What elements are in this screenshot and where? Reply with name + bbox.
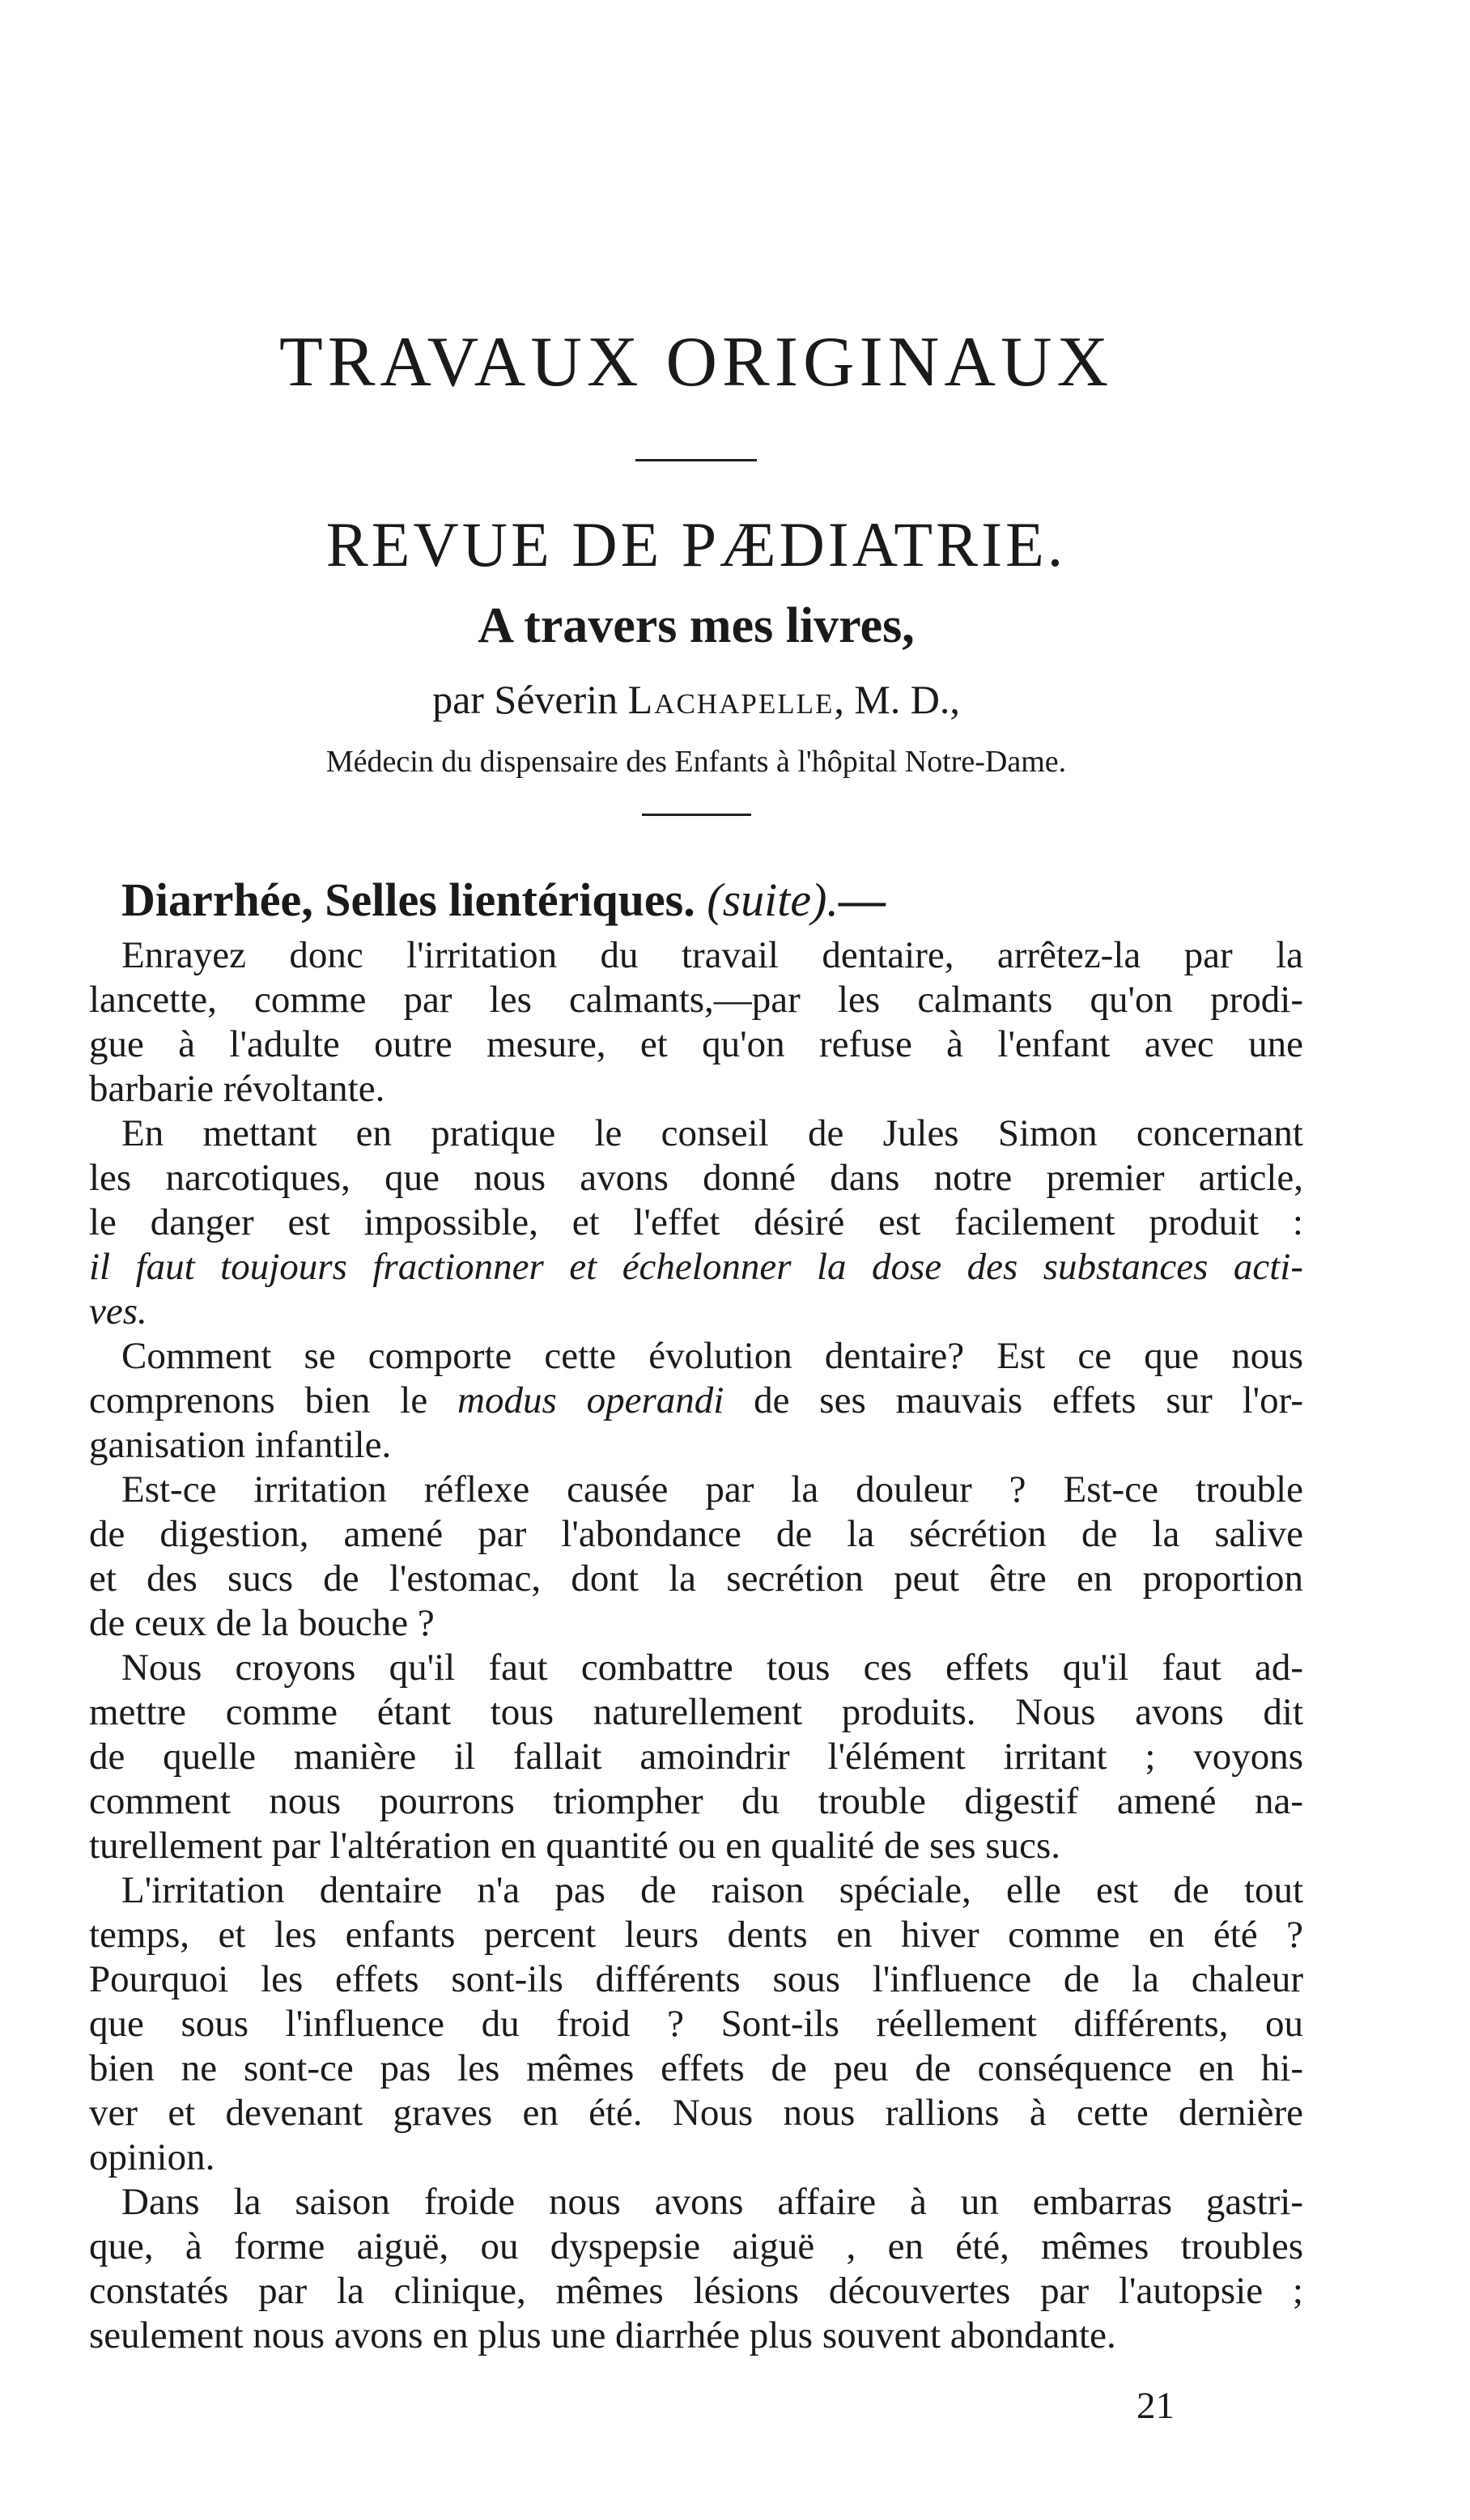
text-line: Est-ce irritation réflexe causée par la douleur ? Est-ce trouble bbox=[121, 1468, 1303, 1511]
text-line: mettre comme étant tous naturellement produits. Nous avons dit bbox=[89, 1690, 1303, 1733]
byline-prefix: par Séverin bbox=[432, 676, 628, 722]
text-line: En mettant en pratique le conseil de Jules Simon concernant bbox=[121, 1111, 1303, 1154]
byline-suffix: , M. D., bbox=[834, 676, 960, 722]
text-line: barbarie révoltante. bbox=[89, 1067, 385, 1110]
text-line: temps, et les enfants percent leurs dents en hiver comme en été ? bbox=[89, 1913, 1303, 1956]
heading-suite: (suite). bbox=[707, 873, 839, 926]
line-fragment: de ses mauvais effets sur l'or- bbox=[724, 1379, 1303, 1421]
article-body bbox=[89, 933, 1303, 2358]
text-line: de ceux de la bouche ? bbox=[89, 1601, 435, 1644]
text-line: opinion. bbox=[89, 2135, 215, 2178]
paragraph bbox=[89, 1468, 1303, 1646]
text-line: ver et devenant graves en été. Nous nous rallions à cette dernière bbox=[89, 2091, 1303, 2134]
text-line: le danger est impossible, et l'effet désiré est facilement produit : bbox=[89, 1201, 1303, 1243]
text-line: Enrayez donc l'irritation du travail dentaire, arrêtez-la par la bbox=[121, 933, 1303, 976]
text-line: de quelle manière il fallait amoindrir l'élément irritant ; voyons bbox=[89, 1735, 1303, 1778]
text-line: Dans la saison froide nous avons affaire à un embarras gastri- bbox=[121, 2180, 1303, 2223]
text-line: L'irritation dentaire n'a pas de raison spéciale, elle est de tout bbox=[121, 1868, 1303, 1911]
text-line: et des sucs de l'estomac, dont la secrétion peut être en proportion bbox=[89, 1557, 1303, 1600]
paragraph bbox=[89, 1868, 1303, 2180]
paragraph bbox=[89, 2180, 1303, 2358]
document-page bbox=[89, 324, 1303, 2358]
section-heading bbox=[121, 873, 1303, 927]
paragraph bbox=[89, 1111, 1303, 1334]
text-line: turellement par l'altération en quantité ou en qualité de ses sucs. bbox=[89, 1824, 1061, 1867]
author-name: Lachapelle bbox=[627, 676, 835, 722]
paragraph bbox=[89, 933, 1303, 1111]
section-title: TRAVAUX ORIGINAUX bbox=[278, 323, 1114, 402]
text-line: ganisation infantile. bbox=[89, 1423, 392, 1466]
text-line: il faut toujours fractionner et échelonner la dose des substances acti- bbox=[89, 1245, 1303, 1288]
text-line: les narcotiques, que nous avons donné dans notre premier article, bbox=[89, 1156, 1303, 1199]
text-line: lancette, comme par les calmants,—par les calmants qu'on prodi- bbox=[89, 978, 1303, 1021]
text-line: de digestion, amené par l'abondance de la sécrétion de la salive bbox=[89, 1512, 1303, 1555]
text-line: Comment se comporte cette évolution dentaire? Est ce que nous bbox=[121, 1334, 1303, 1377]
line-fragment: comprenons bien le bbox=[89, 1379, 458, 1421]
text-line: bien ne sont-ce pas les mêmes effets de peu de conséquence en hi- bbox=[89, 2046, 1303, 2089]
article-subtitle: A travers mes livres, bbox=[478, 597, 915, 653]
text-line bbox=[89, 1379, 1303, 1423]
author-affiliation: Médecin du dispensaire des Enfants à l'hôpital Notre-Dame. bbox=[325, 744, 1067, 779]
heading-dash: — bbox=[838, 873, 886, 926]
text-line: que sous l'influence du froid ? Sont-ils réellement différents, ou bbox=[89, 2002, 1303, 2045]
latin-phrase: modus operandi bbox=[457, 1379, 724, 1421]
text-line: Nous croyons qu'il faut combattre tous ces effets qu'il faut ad- bbox=[121, 1646, 1303, 1689]
paragraph bbox=[89, 1646, 1303, 1868]
heading-text: Diarrhée, Selles lientériques. bbox=[121, 873, 695, 926]
byline bbox=[89, 676, 1303, 723]
article-title: REVUE DE PÆDIATRIE. bbox=[325, 508, 1067, 580]
text-line: constatés par la clinique, mêmes lésions découvertes par l'autopsie ; bbox=[89, 2269, 1303, 2312]
text-line: que, à forme aiguë, ou dyspepsie aiguë , en été, mêmes troubles bbox=[89, 2225, 1303, 2267]
text-line: seulement nous avons en plus une diarrhée plus souvent abondante. bbox=[89, 2314, 1116, 2356]
text-line: Pourquoi les effets sont-ils différents sous l'influence de la chaleur bbox=[89, 1957, 1303, 2000]
byline-rule bbox=[642, 814, 751, 816]
paragraph bbox=[89, 1334, 1303, 1468]
title-rule bbox=[635, 459, 757, 461]
page-number: 21 bbox=[1136, 2385, 1175, 2427]
text-line: ves. bbox=[89, 1290, 147, 1332]
text-line: gue à l'adulte outre mesure, et qu'on refuse à l'enfant avec une bbox=[89, 1022, 1303, 1065]
text-line: comment nous pourrons triompher du trouble digestif amené na- bbox=[89, 1779, 1303, 1822]
